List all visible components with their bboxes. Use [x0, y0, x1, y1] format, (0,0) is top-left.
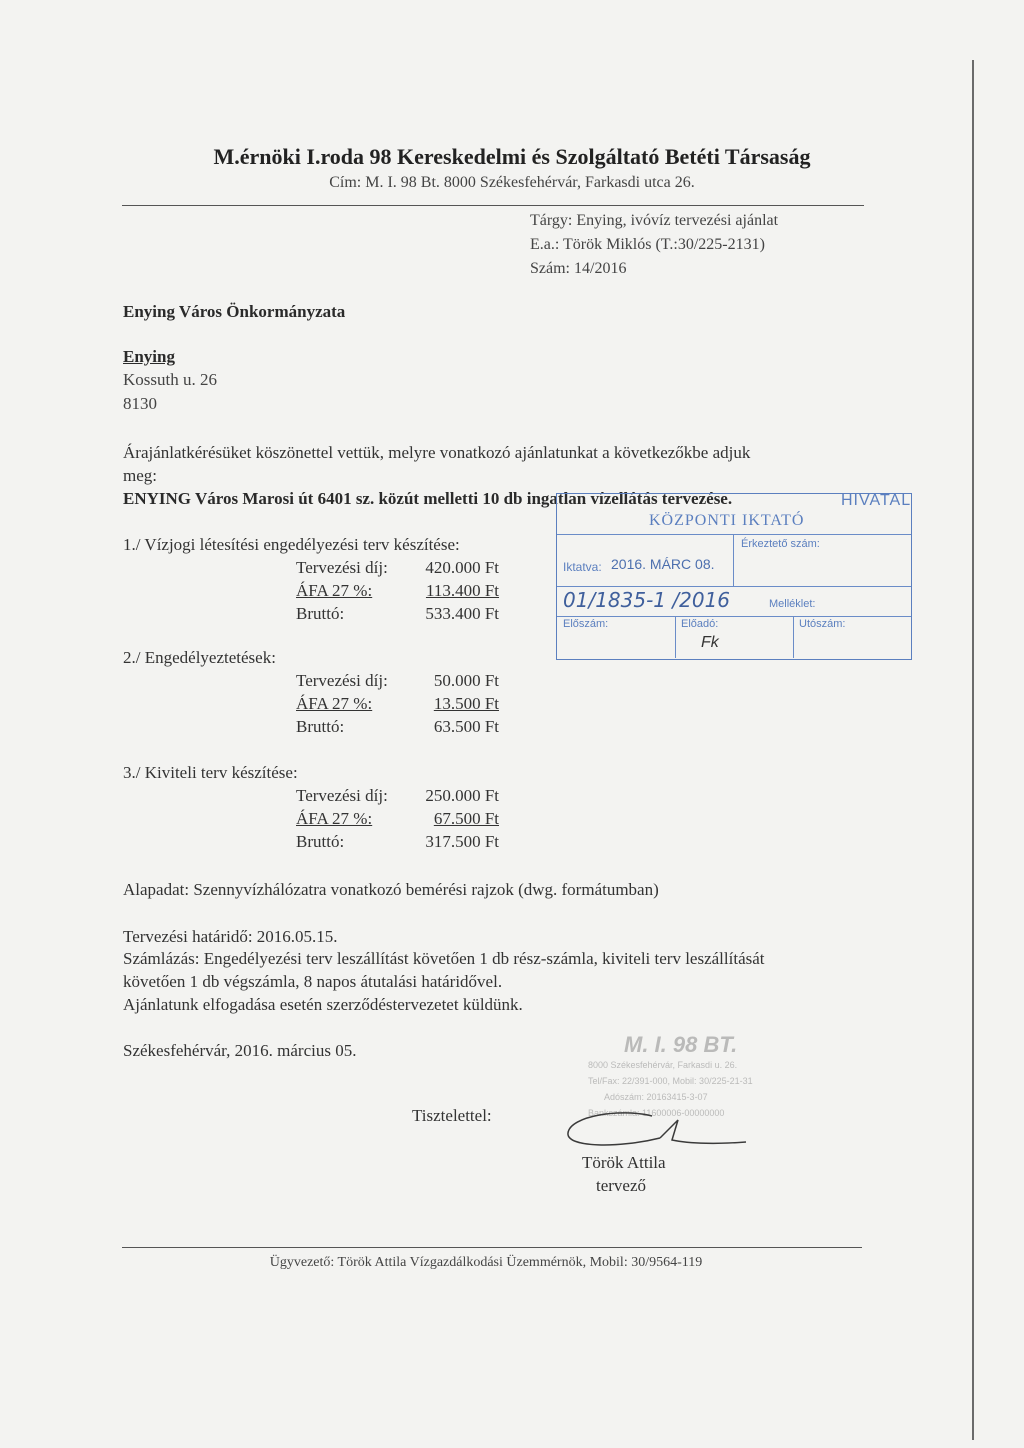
item-title: 2./ Engedélyeztetések: [123, 648, 276, 667]
gross-label: Bruttó: [296, 604, 345, 623]
company-name: M.érnöki I.roda 98 Kereskedelmi és Szolgáltató Betéti Társaság [213, 144, 811, 169]
stamp-attachments-label: Melléklet: [769, 598, 816, 610]
recipient-name: Enying Város Önkormányzata [123, 302, 346, 321]
gross-value: 533.400 Ft [425, 604, 499, 623]
signer-role: tervező [596, 1176, 647, 1195]
ref-subject: Tárgy: Enying, ivóvíz tervezési ajánlat [530, 212, 779, 229]
vat-value: 67.500 Ft [433, 809, 499, 828]
stamp-rule [675, 616, 676, 658]
fee-label: Tervezési díj: [296, 786, 388, 805]
fee-value: 420.000 Ft [425, 558, 499, 577]
vat-value: 13.500 Ft [433, 694, 499, 713]
stamp-filed-date: 2016. MÁRC 08. [611, 556, 715, 572]
vat-label: ÁFA 27 %: [296, 581, 373, 600]
vat-label: ÁFA 27 %: [296, 694, 373, 713]
ref-number: Szám: 14/2016 [530, 260, 627, 277]
stamp-reg-number: 01/1835-1 /2016 [563, 588, 731, 612]
registry-stamp [556, 493, 912, 660]
gross-value: 63.500 Ft [433, 717, 499, 736]
recipient-zip: 8130 [123, 394, 157, 413]
signature-scribble [560, 1108, 750, 1153]
vat-label: ÁFA 27 %: [296, 809, 373, 828]
note-basis: Alapadat: Szennyvízhálózatra vonatkozó bemérési rajzok (dwg. formátumban) [123, 880, 659, 899]
header-divider [122, 205, 864, 206]
stamp-clerk-label: Előadó: [681, 618, 719, 630]
stamp-next-label: Utószám: [799, 618, 846, 630]
stamp-received-label: Érkeztető szám: [741, 538, 820, 550]
item-2 [123, 648, 543, 758]
company-stamp-line: Tel/Fax: 22/391-000, Mobil: 30/225-21-31 [588, 1076, 753, 1086]
place-date: Székesfehérvár, 2016. március 05. [123, 1041, 357, 1060]
note-deadline: Tervezési határidő: 2016.05.15. [123, 927, 338, 946]
gross-value: 317.500 Ft [425, 832, 499, 851]
company-stamp-line: 8000 Székesfehérvár, Farkasdi u. 26. [588, 1060, 738, 1070]
stamp-office-tail: HIVATAL [841, 492, 912, 509]
company-address: Cím: M. I. 98 Bt. 8000 Székesfehérvár, Farkasdi utca 26. [329, 174, 695, 191]
gross-label: Bruttó: [296, 717, 345, 736]
project-title: ENYING Város Marosi út 6401 sz. közút melletti 10 db ingatlan vízellátás tervezése. [123, 489, 733, 508]
recipient-street: Kossuth u. 26 [123, 370, 217, 389]
company-stamp-line: Adószám: 20163415-3-07 [604, 1092, 708, 1102]
fee-label: Tervezési díj: [296, 671, 388, 690]
note-billing-2: követően 1 db végszámla, 8 napos átutalási határidővel. [123, 972, 503, 991]
item-3 [123, 763, 543, 873]
stamp-rule [733, 534, 734, 586]
note-billing-1: Számlázás: Engedélyezési terv leszállítást követően 1 db rész-számla, kiviteli terv leszállítását [123, 949, 765, 968]
stamp-prev-label: Előszám: [563, 618, 609, 630]
stamp-rule [557, 586, 911, 587]
company-stamp-name: M. I. 98 BT. [624, 1032, 738, 1057]
fee-value: 50.000 Ft [433, 671, 499, 690]
item-1 [123, 535, 543, 645]
stamp-filed-label: Iktatva: [563, 560, 602, 574]
fee-label: Tervezési díj: [296, 558, 388, 577]
signer-name: Török Attila [582, 1153, 666, 1172]
closing: Tisztelettel: [412, 1106, 492, 1125]
intro-line-2: meg: [123, 466, 157, 485]
footer-divider [122, 1247, 862, 1248]
vat-value: 113.400 Ft [425, 581, 499, 600]
company-stamp-line: Bankszámla: 11600006-00000000 [588, 1108, 725, 1118]
fee-value: 250.000 Ft [425, 786, 499, 805]
item-title: 1./ Vízjogi létesítési engedélyezési terv készítése: [123, 535, 460, 554]
footer-text: Ügyvezető: Török Attila Vízgazdálkodási Üzemmérnök, Mobil: 30/9564-119 [269, 1255, 703, 1270]
stamp-rule [793, 616, 794, 658]
recipient-city: Enying [123, 347, 175, 366]
stamp-rule [557, 616, 911, 617]
item-title: 3./ Kiviteli terv készítése: [123, 763, 298, 782]
stamp-rule [557, 534, 911, 535]
stamp-office: KÖZPONTI IKTATÓ [649, 512, 805, 529]
page-edge-shadow [972, 60, 974, 1440]
ref-contact: E.a.: Török Miklós (T.:30/225-2131) [530, 236, 765, 253]
intro-line-1: Árajánlatkérésüket köszönettel vettük, melyre vonatkozó ajánlatunkat a következőkbe adjuk [123, 443, 751, 462]
gross-label: Bruttó: [296, 832, 345, 851]
stamp-clerk-initials: Fk [701, 634, 719, 651]
note-contract: Ajánlatunk elfogadása esetén szerződéstervezetet küldünk. [123, 995, 523, 1014]
